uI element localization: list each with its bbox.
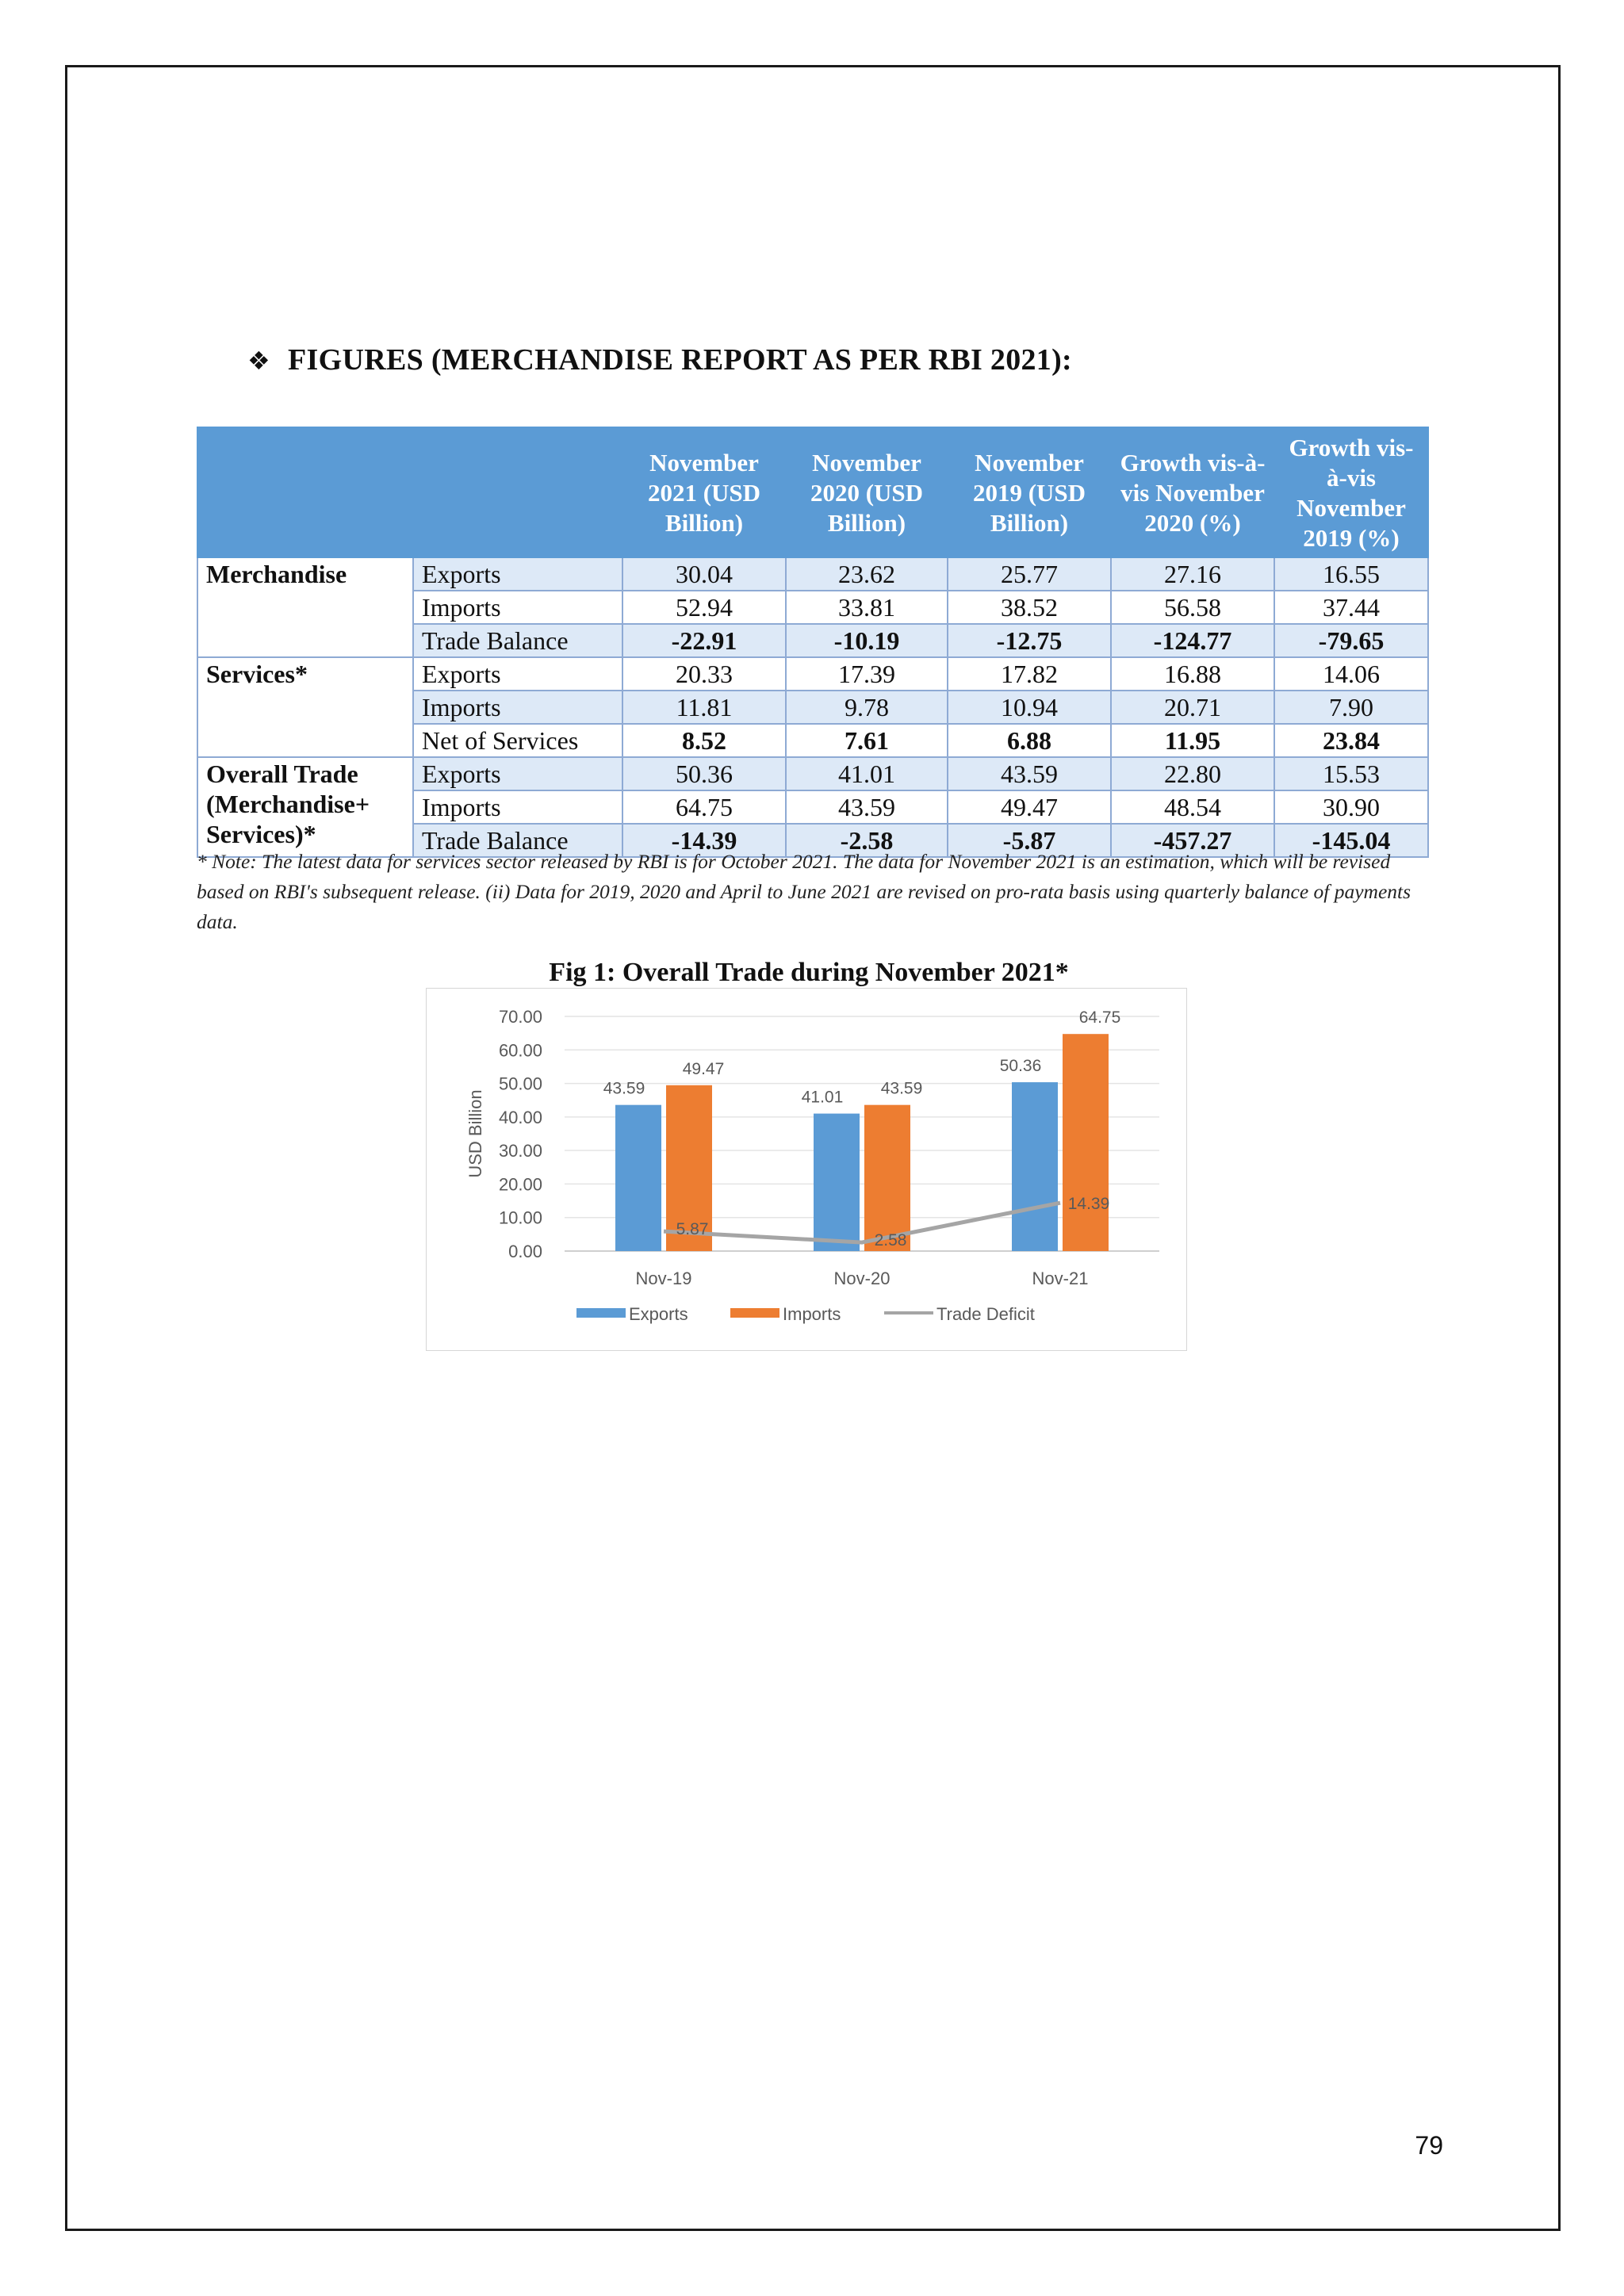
- table-cell: 16.88: [1111, 657, 1274, 691]
- y-tick-label: 0.00: [508, 1242, 542, 1261]
- table-cell: -22.91: [622, 624, 786, 657]
- legend-label: Exports: [629, 1304, 688, 1324]
- table-cell: 11.95: [1111, 724, 1274, 757]
- table-cell: 7.90: [1274, 691, 1428, 724]
- table-cell: 16.55: [1274, 557, 1428, 591]
- x-tick-label: Nov-20: [833, 1269, 891, 1288]
- table-cell: 56.58: [1111, 591, 1274, 624]
- row-item: Net of Services: [413, 724, 622, 757]
- data-label: 41.01: [801, 1088, 844, 1107]
- column-header: Growth vis-à-vis November 2019 (%): [1274, 427, 1428, 557]
- row-item: Exports: [413, 557, 622, 591]
- data-label: 64.75: [1078, 1008, 1121, 1027]
- page-number: 79: [1415, 2131, 1443, 2160]
- table-cell: -79.65: [1274, 624, 1428, 657]
- bar-exports: [1012, 1082, 1058, 1251]
- bar-imports: [1063, 1034, 1109, 1251]
- row-item: Imports: [413, 691, 622, 724]
- table-cell: 48.54: [1111, 790, 1274, 824]
- section-heading: [247, 342, 1072, 377]
- table-cell: 9.78: [786, 691, 948, 724]
- table-row: [197, 757, 1428, 790]
- table-cell: 50.36: [622, 757, 786, 790]
- row-item: Imports: [413, 790, 622, 824]
- table-row: [197, 657, 1428, 691]
- legend-swatch-exports: [576, 1308, 626, 1318]
- table-cell: 20.33: [622, 657, 786, 691]
- data-label: 2.58: [874, 1231, 907, 1250]
- bar-exports: [615, 1105, 661, 1251]
- category-merchandise: Merchandise: [197, 557, 413, 657]
- table-cell: 33.81: [786, 591, 948, 624]
- line-trade-deficit: [664, 1203, 1060, 1242]
- table-cell: 22.80: [1111, 757, 1274, 790]
- table-cell: 43.59: [948, 757, 1111, 790]
- y-tick-label: 40.00: [498, 1107, 542, 1127]
- table-cell: 41.01: [786, 757, 948, 790]
- table-cell: -457.27: [1111, 824, 1274, 857]
- row-item: Imports: [413, 591, 622, 624]
- diamond-bullet-icon: ❖: [247, 346, 270, 376]
- table-cell: -5.87: [948, 824, 1111, 857]
- y-tick-label: 20.00: [498, 1174, 542, 1195]
- section-heading-text: FIGURES (MERCHANDISE REPORT AS PER RBI 2021):: [288, 343, 1073, 377]
- legend-label: Trade Deficit: [936, 1304, 1035, 1324]
- y-tick-label: 10.00: [498, 1207, 542, 1228]
- header-blank-category: [197, 427, 413, 557]
- y-tick-label: 50.00: [498, 1073, 542, 1094]
- table-cell: 10.94: [948, 691, 1111, 724]
- figure-title: Fig 1: Overall Trade during November 2021*: [549, 958, 1069, 987]
- bar-imports: [864, 1105, 910, 1251]
- column-header: Growth vis-à-vis November 2020 (%): [1111, 427, 1274, 557]
- table-cell: -10.19: [786, 624, 948, 657]
- column-header: November 2021 (USD Billion): [622, 427, 786, 557]
- table-cell: 30.90: [1274, 790, 1428, 824]
- table-cell: 14.06: [1274, 657, 1428, 691]
- table-cell: 43.59: [786, 790, 948, 824]
- row-item: Trade Balance: [413, 824, 622, 857]
- data-label: 14.39: [1067, 1195, 1110, 1214]
- data-label: 43.59: [603, 1079, 645, 1098]
- table-cell: 25.77: [948, 557, 1111, 591]
- trade-table: [197, 427, 1429, 858]
- y-axis-label: USD Billion: [465, 1089, 485, 1178]
- category-overall-trade: Overall Trade (Merchandise+ Services)*: [197, 757, 413, 857]
- table-cell: 23.84: [1274, 724, 1428, 757]
- legend-swatch-imports: [730, 1308, 779, 1318]
- header-blank-item: [413, 427, 622, 557]
- bar-exports: [814, 1114, 860, 1251]
- y-tick-label: 70.00: [498, 1007, 542, 1027]
- table-cell: -124.77: [1111, 624, 1274, 657]
- column-header: November 2019 (USD Billion): [948, 427, 1111, 557]
- table-cell: 52.94: [622, 591, 786, 624]
- y-tick-label: 60.00: [498, 1040, 542, 1061]
- table-cell: -2.58: [786, 824, 948, 857]
- table-cell: 8.52: [622, 724, 786, 757]
- data-label: 43.59: [880, 1079, 923, 1098]
- table-cell: 23.62: [786, 557, 948, 591]
- table-cell: 27.16: [1111, 557, 1274, 591]
- table-cell: 64.75: [622, 790, 786, 824]
- table-row: [197, 557, 1428, 591]
- x-tick-label: Nov-21: [1032, 1269, 1089, 1288]
- table-cell: 7.61: [786, 724, 948, 757]
- table-cell: -145.04: [1274, 824, 1428, 857]
- table-cell: -14.39: [622, 824, 786, 857]
- x-tick-label: Nov-19: [635, 1269, 692, 1288]
- table-cell: 11.81: [622, 691, 786, 724]
- y-tick-label: 30.00: [498, 1141, 542, 1161]
- table-cell: 20.71: [1111, 691, 1274, 724]
- row-item: Exports: [413, 757, 622, 790]
- column-header: November 2020 (USD Billion): [786, 427, 948, 557]
- data-label: 5.87: [676, 1220, 709, 1239]
- table-cell: 17.39: [786, 657, 948, 691]
- table-header-row: [197, 427, 1428, 557]
- table-cell: 30.04: [622, 557, 786, 591]
- row-item: Trade Balance: [413, 624, 622, 657]
- data-label: 50.36: [999, 1057, 1042, 1076]
- table-footnote: * Note: The latest data for services sector released by RBI is for October 2021. The data for November 2021 is an estimation, which will be revised based on RBI's subsequent release. (ii) Data for 2019, 2020 and April to June 2021 are revised on pro-rata basis using quarterly balance of payments data.: [197, 850, 1411, 933]
- table-cell: 17.82: [948, 657, 1111, 691]
- trade-chart: [426, 988, 1187, 1351]
- table-cell: 15.53: [1274, 757, 1428, 790]
- row-item: Exports: [413, 657, 622, 691]
- table-cell: 49.47: [948, 790, 1111, 824]
- table-cell: 38.52: [948, 591, 1111, 624]
- category-services: Services*: [197, 657, 413, 757]
- legend-label: Imports: [783, 1304, 841, 1324]
- table-cell: 6.88: [948, 724, 1111, 757]
- table-cell: 37.44: [1274, 591, 1428, 624]
- data-label: 49.47: [682, 1059, 725, 1078]
- table-cell: -12.75: [948, 624, 1111, 657]
